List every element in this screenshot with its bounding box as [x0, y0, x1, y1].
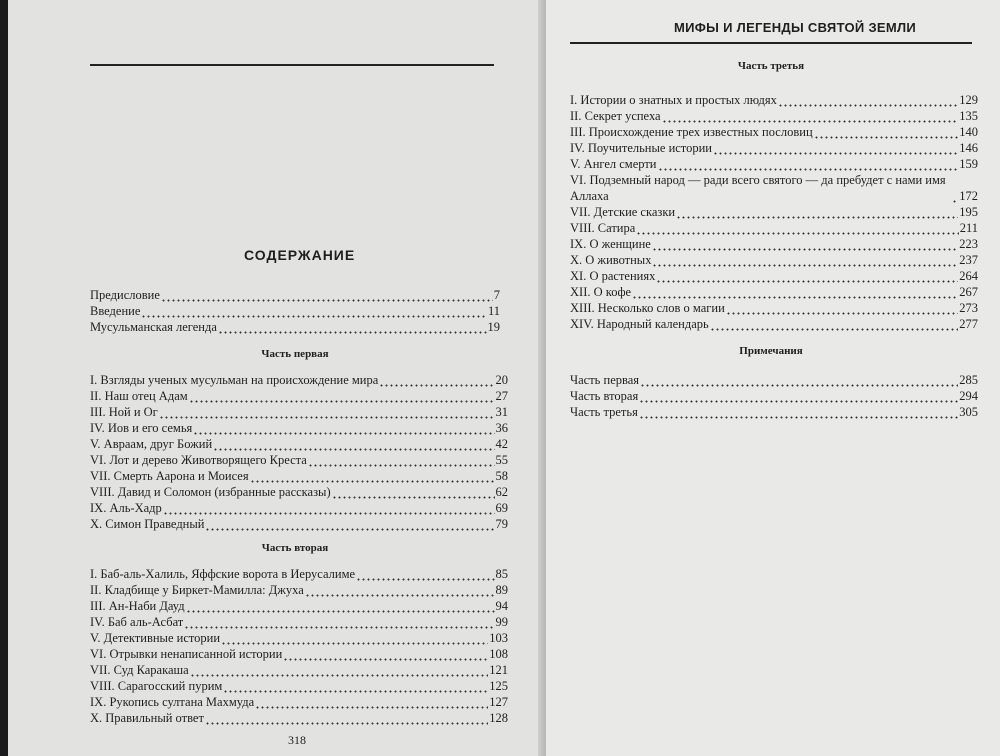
toc-entry-title: II. Наш отец Адам [90, 389, 188, 403]
toc-entry-title: Мусульманская легенда [90, 320, 217, 334]
toc-entry-page: 223 [959, 237, 978, 251]
dot-leader [205, 710, 488, 726]
dot-leader [639, 404, 958, 420]
toc-entry-title: IV. Поучительные истории [570, 141, 712, 155]
dot-leader [190, 662, 489, 678]
toc-entry [90, 436, 508, 452]
dot-leader [639, 388, 958, 404]
toc-title: СОДЕРЖАНИЕ [244, 247, 356, 263]
toc-entry-page: 31 [495, 405, 508, 419]
toc-entry-page: 159 [959, 157, 978, 171]
toc-entry-page: 89 [495, 583, 508, 597]
show-through-text [168, 100, 171, 112]
toc-entry [90, 404, 508, 420]
toc-entry [90, 598, 508, 614]
dot-leader [205, 516, 494, 532]
toc-entry-title: VII. Суд Каракаша [90, 663, 189, 677]
toc-entry-page: 27 [495, 389, 508, 403]
toc-entry [570, 300, 978, 316]
toc-entry [90, 388, 508, 404]
right-page [546, 0, 1000, 756]
toc-entry-title: VIII. Сатира [570, 221, 636, 235]
toc-entry-page: 121 [489, 663, 508, 677]
toc-entry [570, 284, 978, 300]
dot-leader [186, 598, 495, 614]
toc-entry [570, 108, 978, 124]
dot-leader [223, 678, 488, 694]
dot-leader [662, 108, 959, 124]
toc-entry-page: 146 [959, 141, 978, 155]
toc-entry [90, 516, 508, 532]
toc-entry-title: VI. Лот и дерево Животворящего Креста [90, 453, 307, 467]
toc-entry [90, 303, 500, 319]
toc-entry-page: 62 [495, 485, 508, 499]
dot-leader [305, 582, 495, 598]
toc-entry-page: 94 [495, 599, 508, 613]
toc-entry-title: VIII. Давид и Соломон (избранные рассказы) [90, 485, 331, 499]
toc-entry-title: III. Ной и Ог [90, 405, 158, 419]
toc-entry [90, 614, 508, 630]
toc-entry-page: 140 [959, 125, 978, 139]
toc-entry-title: IX. О женщине [570, 237, 651, 251]
toc-entry-title: VI. Отрывки ненаписанной истории [90, 647, 283, 661]
toc-entry [570, 140, 978, 156]
toc-entry [570, 372, 978, 388]
dot-leader [379, 372, 494, 388]
toc-entry-page: 11 [487, 304, 500, 318]
toc-entry [570, 388, 978, 404]
toc-entry [90, 630, 508, 646]
toc-entry-page: 85 [495, 567, 508, 581]
toc-entry-page: 58 [495, 469, 508, 483]
toc-entry-page: 69 [495, 501, 508, 515]
dot-leader [636, 220, 958, 236]
toc-entry-page: 273 [959, 301, 978, 315]
part-one-heading: Часть первая [261, 348, 329, 360]
toc-entry-title: IX. Рукопись султана Махмуда [90, 695, 255, 709]
toc-entry [90, 646, 508, 662]
toc-entry-page: 20 [495, 373, 508, 387]
toc-entry [570, 252, 978, 268]
toc-entry-page: 55 [495, 453, 508, 467]
toc-entry-title: V. Детективные истории [90, 631, 221, 645]
toc-entry-title: IV. Баб аль-Асбат [90, 615, 184, 629]
left-page [8, 0, 546, 756]
toc-entry-page: 103 [489, 631, 508, 645]
toc-entry-page: 36 [495, 421, 508, 435]
dot-leader [141, 303, 487, 319]
notes-heading: Примечания [739, 345, 803, 357]
running-header: МИФЫ И ЛЕГЕНДЫ СВЯТОЙ ЗЕМЛИ [674, 20, 917, 35]
dot-leader [184, 614, 494, 630]
dot-leader [713, 140, 958, 156]
toc-entry [90, 566, 508, 582]
toc-entry-page: 19 [487, 320, 500, 334]
header-rule [570, 42, 972, 44]
dot-leader [656, 268, 958, 284]
toc-entry-page: 195 [959, 205, 978, 219]
toc-entry-title: XIV. Народный календарь [570, 317, 709, 331]
toc-entry [90, 319, 500, 335]
toc-entry [90, 452, 508, 468]
toc-entry-title: X. Правильный ответ [90, 711, 204, 725]
page-number: 318 [288, 733, 306, 747]
dot-leader [193, 420, 494, 436]
toc-entry-title: VII. Смерть Аарона и Моисея [90, 469, 249, 483]
toc-entry-title: Часть вторая [570, 389, 639, 403]
toc-entry [570, 172, 978, 204]
part-one-list [90, 372, 508, 532]
toc-entry [570, 404, 978, 420]
toc-entry-title: XIII. Несколько слов о магии [570, 301, 725, 315]
toc-entry [90, 420, 508, 436]
toc-entry-page: 267 [959, 285, 978, 299]
toc-entry-page: 125 [489, 679, 508, 693]
toc-entry [90, 287, 500, 303]
toc-entry-title: II. Секрет успеха [570, 109, 661, 123]
part-three-heading: Часть третья [737, 60, 805, 72]
toc-entry [90, 468, 508, 484]
toc-entry-page: 135 [959, 109, 978, 123]
toc-entry-page: 277 [959, 317, 978, 331]
dot-leader [814, 124, 959, 140]
toc-entry-title: VI. Подземный народ — ради всего святого — да пребудет с нами имя Аллаха [570, 173, 946, 203]
dot-leader [332, 484, 495, 500]
toc-entry-page: 305 [959, 405, 978, 419]
toc-entry-page: 79 [495, 517, 508, 531]
toc-entry-title: VII. Детские сказки [570, 205, 676, 219]
dot-leader [658, 156, 959, 172]
toc-entry-page: 7 [493, 288, 500, 302]
part-three-list [570, 92, 978, 332]
toc-entry [570, 316, 978, 332]
toc-entry [570, 220, 978, 236]
toc-entry-title: V. Авраам, друг Божий [90, 437, 213, 451]
toc-entry-page: 108 [489, 647, 508, 661]
toc-entry [90, 484, 508, 500]
dot-leader [159, 404, 495, 420]
dot-leader [255, 694, 488, 710]
toc-entry-title: IX. Аль-Хадр [90, 501, 162, 515]
notes-list [570, 372, 978, 420]
toc-entry-title: V. Ангел смерти [570, 157, 657, 171]
dot-leader [632, 284, 958, 300]
toc-entry [570, 156, 978, 172]
toc-entry [90, 694, 508, 710]
toc-entry [90, 662, 508, 678]
dot-leader [652, 236, 958, 252]
toc-entry-page: 264 [959, 269, 978, 283]
dot-leader [163, 500, 495, 516]
part-two-heading: Часть вторая [261, 542, 329, 554]
toc-entry-title: IV. Иов и его семья [90, 421, 193, 435]
toc-entry-title: Предисловие [90, 288, 160, 302]
dot-leader [189, 388, 495, 404]
toc-entry [570, 236, 978, 252]
toc-entry-title: Часть первая [570, 373, 640, 387]
toc-entry [90, 372, 508, 388]
toc-entry [90, 678, 508, 694]
toc-entry [90, 710, 508, 726]
toc-entry-page: 211 [959, 221, 978, 235]
toc-entry-page: 285 [959, 373, 978, 387]
toc-entry-title: VIII. Сарагосский пурим [90, 679, 223, 693]
toc-entry [570, 204, 978, 220]
toc-entry-title: I. Истории о знатных и простых людях [570, 93, 777, 107]
toc-entry [570, 92, 978, 108]
dot-leader [356, 566, 494, 582]
toc-entry-title: I. Взгляды ученых мусульман на происхождение мира [90, 373, 379, 387]
dot-leader [213, 436, 494, 452]
dot-leader [161, 287, 493, 303]
toc-entry-title: III. Происхождение трех известных пословиц [570, 125, 813, 139]
dot-leader [250, 468, 495, 484]
dot-leader [952, 188, 958, 204]
dot-leader [218, 319, 487, 335]
toc-entry-page: 127 [489, 695, 508, 709]
toc-entry-title: III. Ан-Наби Дауд [90, 599, 185, 613]
toc-entry [570, 268, 978, 284]
dot-leader [778, 92, 958, 108]
header-rule [90, 64, 494, 66]
toc-entry-title: XI. О растениях [570, 269, 656, 283]
dot-leader [726, 300, 958, 316]
toc-entry-page: 294 [959, 389, 978, 403]
part-two-list [90, 566, 508, 726]
toc-entry-title: X. О животных [570, 253, 652, 267]
toc-entry-page: 99 [495, 615, 508, 629]
toc-entry [570, 124, 978, 140]
toc-entry [90, 500, 508, 516]
toc-entry-page: 172 [959, 189, 978, 203]
dot-leader [640, 372, 958, 388]
dot-leader [676, 204, 958, 220]
front-matter-list [90, 287, 500, 335]
toc-entry-title: Часть третья [570, 405, 638, 419]
toc-entry-page: 42 [495, 437, 508, 451]
dot-leader [283, 646, 488, 662]
toc-entry-title: XII. О кофе [570, 285, 632, 299]
toc-entry-title: X. Симон Праведный [90, 517, 205, 531]
toc-entry-page: 128 [489, 711, 508, 725]
toc-entry [90, 582, 508, 598]
toc-entry-page: 129 [959, 93, 978, 107]
dot-leader [308, 452, 495, 468]
toc-entry-page: 237 [959, 253, 978, 267]
toc-entry-title: I. Баб-аль-Халиль, Яффские ворота в Иерусалиме [90, 567, 356, 581]
dot-leader [710, 316, 959, 332]
dot-leader [221, 630, 488, 646]
toc-entry-title: II. Кладбище у Биркет-Мамилла: Джуха [90, 583, 304, 597]
toc-entry-title: Введение [90, 304, 141, 318]
dot-leader [652, 252, 958, 268]
